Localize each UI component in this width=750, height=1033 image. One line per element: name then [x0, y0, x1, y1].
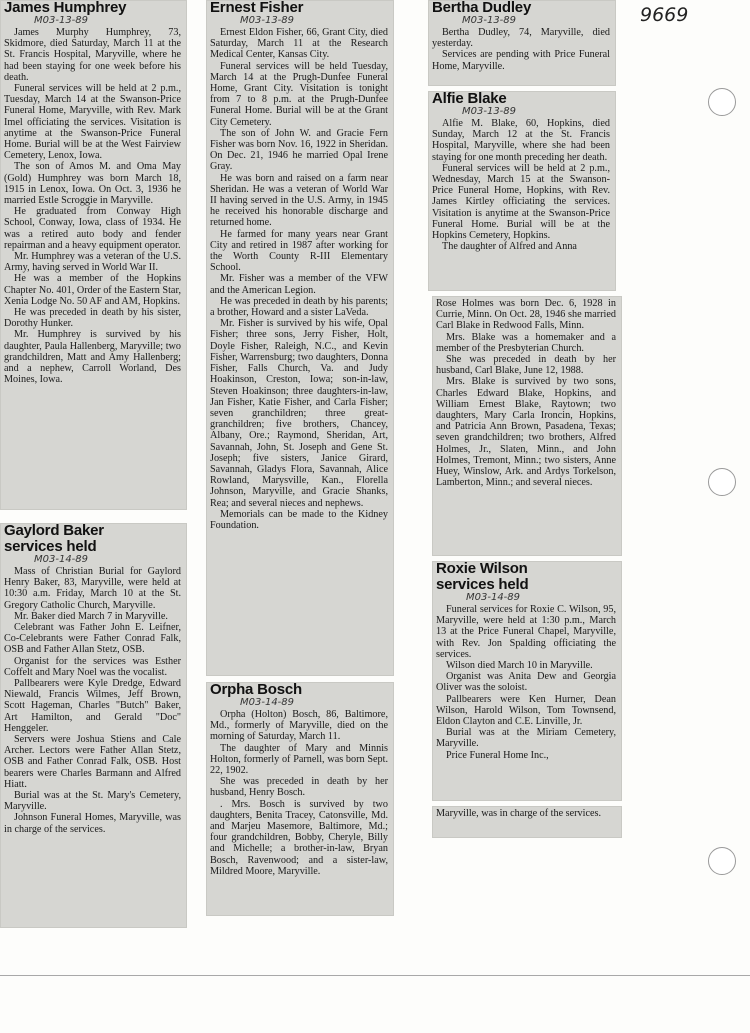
obituary-paragraph: Johnson Funeral Homes, Maryville, was in charge of the services. [4, 812, 181, 835]
binder-hole [708, 847, 736, 875]
obituary-paragraph: He was preceded in death by his sister, Dorothy Hunker. [4, 307, 181, 330]
obituary-roxie-wilson [432, 561, 622, 801]
obituary-paragraph: Mr. Fisher is survived by his wife, Opal Fisher; three sons, Jerry Fisher, Holt, Doyle Fisher, Raleigh, N.C., and Kevin Fisher, Warrensburg; two daughters, Donna Fisher, Falls Church, Va. and Judy Hoakinson, Creston, Iowa; son-in-law, Steven Hoakinson; three daughters-in-law, Jan Fisher, Katie Fisher, and Carla Fisher; seven granchildren; three great-granchildren; five brothers, Chancey, Albany, Ore.; Raymond, Sheridan, Art, Savannah, John, St. Joseph and Gene St. Joseph; five sisters, Janice Girard, Savannah, Gladys Flora, Savannah, Alice Rowland, Marysville, Kan., Florella Johnson, Maryville, and Gracie Shanks, Rea; and several nieces and nephews. [210, 318, 388, 509]
obituary-title: Bertha Dudley [432, 0, 532, 16]
obituary-gaylord-baker [0, 523, 187, 928]
obituary-paragraph: Mr. Baker died March 7 in Maryville. [14, 610, 168, 622]
obituary-paragraph: Rose Holmes was born Dec. 6, 1928 in Currie, Minn. On Oct. 28, 1946 she married Carl Blake in Redwood Falls, Minn. [436, 298, 616, 332]
obituary-alfie-blake-continued [432, 296, 622, 556]
obituary-paragraph: Memorials can be made to the Kidney Foundation. [210, 508, 388, 531]
obituary-title-line-2: services held [4, 538, 97, 555]
obituary-paragraph: He was preceded in death by his parents; a brother, Howard and a sister LaVeda. [210, 295, 388, 319]
obituary-paragraph: He graduated from Conway High School, Conway, Iowa, class of 1934. He was a retired auto body and fender repairman and a heavy equipment operator. [4, 206, 181, 251]
obituary-paragraph: Bertha Dudley, 74, Maryville, died yesterday. [432, 27, 610, 50]
obituary-orpha-bosch [206, 682, 394, 916]
obituary-paragraph: Mr. Fisher was a member of the VFW and the American Legion. [210, 273, 388, 296]
obituary-paragraph: Price Funeral Home Inc., [446, 749, 549, 761]
obituary-alfie-blake [428, 91, 616, 291]
obituary-bertha-dudley [428, 0, 616, 86]
obituary-paragraph: Mr. Humphrey was a veteran of the U.S. Army, having served in World War II. [4, 251, 181, 274]
obituary-title: Ernest Fisher [210, 0, 304, 16]
handwritten-date-note: M03-14-89 [240, 697, 295, 708]
obituary-paragraph: Orpha (Holton) Bosch, 86, Baltimore, Md., formerly of Maryville, died on the morning of Saturday, March 11. [210, 709, 388, 743]
obituary-title: Gaylord Baker [4, 523, 104, 539]
obituary-roxie-wilson-continued [432, 806, 622, 838]
obituary-paragraph: Organist was Anita Dew and Georgia Oliver was the soloist. [436, 671, 616, 694]
handwritten-date-note: M03-14-89 [466, 592, 521, 603]
obituary-paragraph: He was a member of the Hopkins Chapter No. 401, Order of the Eastern Star, Xenia Lodge No. 50 AF and AM, Hopkins. [4, 273, 181, 307]
obituary-paragraph: Funeral services will be held Tuesday, March 14 at the Prugh-Dunfee Funeral Home, Grant City. Visitation is tonight from 7 to 8 p.m. at the Prugh-Dunfee Funeral Home. Burial will be at the Grant City Cemetery. [210, 60, 388, 128]
obituary-paragraph: . Mrs. Bosch is survived by two daughters, Benita Tracey, Catonsville, Md. and Marjeu Masemore, Baltimore, Md.; four grandchildren, Bobby, Cheryle, Billy and Michelle; a brother-in-law, Bryan Bosch, Ravenwood; and a sister-law, Mildred Moore, Maryville. [210, 798, 388, 877]
obituary-paragraph: The son of John W. and Gracie Fern Fisher was born Nov. 16, 1922 in Sheridan. On Dec. 21, 1946 he married Opal Irene Gray. [210, 127, 388, 173]
obituary-paragraph: The daughter of Alfred and Anna [442, 241, 577, 253]
obituary-title: James Humphrey [4, 0, 127, 16]
binder-hole [708, 88, 736, 116]
obituary-paragraph: He farmed for many years near Grant City and retired in 1987 after working for the Worth County R-III Elementary School. [210, 228, 388, 274]
obituary-paragraph: Pallbearers were Ken Hurner, Dean Wilson, Harold Wilson, Tom Townsend, Eldon Clayton and C.E. Linville, Jr. [436, 693, 616, 728]
obituary-paragraph: James Murphy Humphrey, 73, Skidmore, died Saturday, March 11 at the St. Francis Hospital, Maryville, where he had been staying for one week before his death. [4, 27, 181, 83]
page-edge-divider [0, 975, 750, 976]
handwritten-date-note: M03-14-89 [34, 554, 89, 565]
obituary-paragraph: Mrs. Blake was a homemaker and a member of the Presbyterian Church. [436, 331, 616, 354]
obituary-paragraph: Alfie M. Blake, 60, Hopkins, died Sunday, March 12 at the St. Francis Hospital, Maryville, where she had been staying for one month preceding her death. [432, 118, 610, 163]
obituary-paragraph: The daughter of Mary and Minnis Holton, formerly of Parnell, was born Sept. 22, 1902. [210, 742, 388, 777]
obituary-paragraph: Maryville, was in charge of the services. [436, 808, 602, 819]
obituary-paragraph: Burial was at the St. Mary's Cemetery, Maryville. [4, 790, 181, 813]
obituary-paragraph: Ernest Eldon Fisher, 66, Grant City, died Saturday, March 11 at the Research Medical Center, Kansas City. [210, 27, 388, 61]
handwritten-date-note: M03-13-89 [462, 15, 517, 26]
obituary-ernest-fisher [206, 0, 394, 676]
obituary-paragraph: Funeral services will be held at 2 p.m., Wednesday, March 15 at the Swanson-Price Funeral Home, Hopkins, with Rev. James Kirtley officiating the services. Visitation is anytime at the Swanson-Price Funeral Home. Burial will be at the Hopkins Cemetery, Hopkins. [432, 162, 610, 242]
obituary-paragraph: Services are pending with Price Funeral Home, Maryville. [432, 49, 610, 72]
obituary-paragraph: Wilson died March 10 in Maryville. [446, 660, 593, 672]
obituary-paragraph: Funeral services will be held at 2 p.m., Tuesday, March 14 at the Swanson-Price Funeral Home, Maryville, with Rev. Mark Imel officiating the services. Visitation is anytime at the Swanson-Price Funeral Home. Burial will be at the West Fairview Cemetery, Lenox, Iowa. [4, 83, 181, 162]
obituary-paragraph: He was born and raised on a farm near Sheridan. He was a veteran of World War II having served in the U.S. Army, in 1945 he received his honorable discharge and returned home. [210, 172, 388, 229]
obituary-paragraph: Burial was at the Miriam Cemetery, Maryville. [436, 727, 616, 750]
obituary-paragraph: Organist for the services was Esther Coffelt and Mary Noel was the vocalist. [4, 655, 181, 678]
handwritten-date-note: M03-13-89 [240, 15, 295, 26]
obituary-paragraph: She was preceded in death by her husband, Henry Bosch. [210, 776, 388, 799]
handwritten-date-note: M03-13-89 [34, 15, 89, 26]
obituary-paragraph: Pallbearers were Kyle Dredge, Edward Niewald, Francis Wilmes, Jeff Brown, Scott Hageman, Charles "Butch" Baker, Art Hamilton, and Gerald "Doc" Henggeler. [4, 678, 181, 734]
obituary-paragraph: The son of Amos M. and Oma May (Gold) Humphrey was born March 18, 1915 in Lenox, Iowa. On Oct. 3, 1936 he married Estle Scroggie in Maryville. [4, 161, 181, 207]
obituary-title-line-2: services held [436, 576, 529, 593]
obituary-paragraph: Servers were Joshua Stiens and Cale Archer. Lectors were Father Allan Stetz, OSB and Father Conrad Falk, OSB. Host bearers were Charles Barmann and Alfred Hiatt. [4, 734, 181, 790]
obituary-paragraph: Celebrant was Father John E. Leifner, Co-Celebrants were Father Conrad Falk, OSB and Father Allan Stetz, OSB. [4, 622, 181, 656]
obituary-title: Orpha Bosch [210, 682, 302, 698]
obituary-paragraph: Funeral services for Roxie C. Wilson, 95, Maryville, were held at 1:30 p.m., March 13 at the Price Funeral Chapel, Maryville, with Rev. Jon Spalding officiating the services. [436, 604, 616, 660]
handwritten-date-note: M03-13-89 [462, 106, 517, 117]
obituary-paragraph: Mass of Christian Burial for Gaylord Henry Baker, 83, Maryville, were held at 10:30 a.m. Friday, March 10 at the St. Gregory Catholic Church, Maryville. [4, 566, 181, 611]
obituary-title: Alfie Blake [432, 91, 507, 107]
obituary-title: Roxie Wilson [436, 561, 528, 577]
obituary-paragraph: Mr. Humphrey is survived by his daughter, Paula Hallenberg, Maryville; two grandchildren, Matt and Amy Hallenberg; and a nephew, Carroll Worland, Des Moines, Iowa. [4, 329, 181, 386]
obituary-paragraph: Mrs. Blake is survived by two sons, Charles Edward Blake, Hopkins, and William Ernest Blake, Raytown; two daughters, Mary Carla Ironcin, Hopkins, and Patricia Ann Brown, Pasadena, Texas; seven grandchildren; two brothers, Alfred Holmes, Jr., Slaten, Minn., and John Holmes, Tremont, Minn.; two sisters, Anne Huey, Winslow, Ark. and Ardys Torkelson, Lamberton, Minn.; and several nieces. [436, 376, 616, 489]
obituary-paragraph: She was preceded in death by her husband, Carl Blake, June 12, 1988. [436, 354, 616, 377]
obituary-james-humphrey [0, 0, 187, 510]
binder-hole [708, 468, 736, 496]
page-number: 9669 [640, 4, 689, 26]
